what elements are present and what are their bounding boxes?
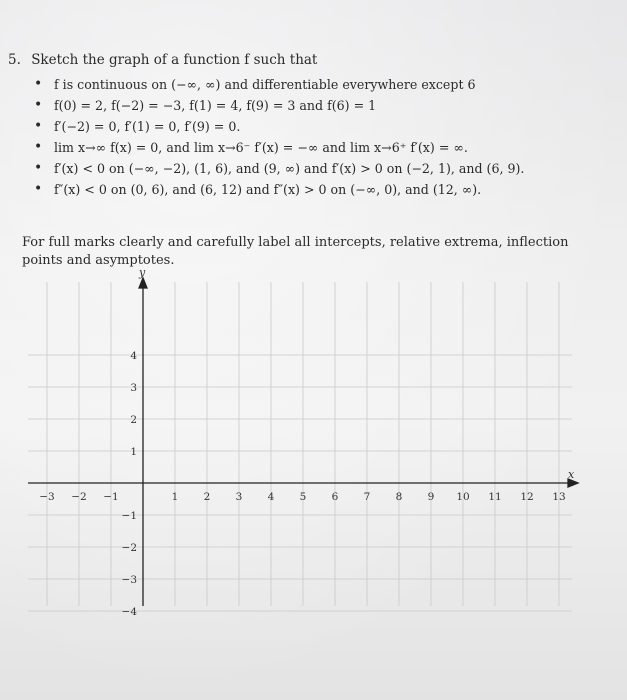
question-header (8, 52, 317, 68)
condition-item: • f(0) = 2, f(−2) = −3, f(1) = 4, f(9) = 3 and f(6) = 1 (34, 95, 594, 116)
question-prompt: Sketch the graph of a function f such that (31, 52, 318, 68)
y-tick-label: 4 (130, 350, 137, 362)
x-tick-label: −3 (39, 491, 55, 503)
x-tick-label: 6 (331, 491, 339, 503)
condition-item: • f′(−2) = 0, f′(1) = 0, f′(9) = 0. (34, 116, 594, 137)
x-tick-label: −1 (103, 491, 119, 503)
x-tick-label: 7 (363, 491, 371, 503)
x-tick-label: 9 (427, 491, 435, 503)
x-tick-label: −2 (71, 491, 87, 503)
y-tick-label: −4 (121, 606, 137, 618)
y-tick-label: 1 (130, 446, 137, 458)
graph-grid[interactable] (0, 270, 627, 700)
x-tick-label: 12 (520, 491, 534, 503)
y-tick-labels (122, 350, 138, 618)
x-axis-label: x (568, 468, 575, 481)
condition-item: • f is continuous on (−∞, ∞) and differentiable everywhere except 6 (34, 74, 594, 95)
y-tick-label: 2 (130, 414, 137, 426)
x-tick-label: 10 (456, 491, 470, 503)
x-tick-label: 1 (171, 491, 179, 503)
y-tick-label: −3 (121, 574, 137, 586)
condition-item: • f″(x) < 0 on (0, 6), and (6, 12) and f″(x) > 0 on (−∞, 0), and (12, ∞). (34, 179, 594, 200)
y-tick-label: −2 (121, 542, 137, 554)
x-tick-label: 5 (299, 491, 307, 503)
x-tick-labels (39, 491, 565, 503)
y-axis-label: y (139, 270, 146, 279)
x-tick-label: 3 (235, 491, 243, 503)
conditions-list (34, 74, 594, 200)
x-tick-label: 13 (552, 491, 566, 503)
y-axis-arrow-icon (139, 278, 147, 288)
condition-item: • f′(x) < 0 on (−∞, −2), (1, 6), and (9, ∞) and f′(x) > 0 on (−2, 1), and (6, 9). (34, 158, 594, 179)
x-tick-label: 2 (203, 491, 211, 503)
x-tick-label: 11 (488, 491, 502, 503)
instructions: For full marks clearly and carefully label all intercepts, relative extrema, inflection points and asymptotes. (22, 235, 569, 268)
condition-item: • lim x→∞ f(x) = 0, and lim x→6⁻ f′(x) = −∞ and lim x→6⁺ f′(x) = ∞. (34, 137, 594, 158)
question-number: 5. (8, 52, 21, 68)
x-tick-label: 4 (267, 491, 275, 503)
x-tick-label: 8 (395, 491, 403, 503)
y-tick-label: −1 (121, 510, 137, 522)
grid-lines (28, 282, 572, 611)
y-tick-label: 3 (130, 382, 137, 394)
